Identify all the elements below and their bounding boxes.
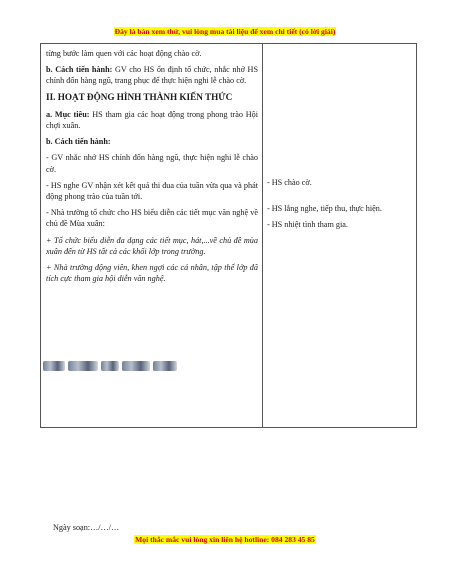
step-performance: - Nhà trường tổ chức cho HS biểu diễn các tiết mục văn nghệ về chủ đề Mùa xuân: [46, 208, 258, 229]
paragraph-intro: từng bước làm quen với các hoạt động chào cờ. [46, 49, 202, 58]
objective-label: a. Mục tiêu: [46, 109, 90, 119]
student-listen: - HS lắng nghe, tiếp thu, thực hiện. [267, 204, 382, 214]
image-fragment [101, 361, 119, 371]
bullet-encouragement: + Nhà trường động viên, khen ngợi các cá nhân, tập thể lớp đã tích cực tham gia hội diễn văn nghệ. [46, 263, 258, 284]
procedure-text: GV cho HS ổn định tổ chức, nhắc nhở HS chỉnh đốn hàng ngũ, trang phục để thực hiện nghi lễ chào cờ. [46, 65, 258, 86]
step-ceremony: - GV nhắc nhở HS chỉnh đốn hàng ngũ, thực hiện nghi lễ chào cờ. [46, 153, 258, 174]
student-activity-column [267, 177, 415, 246]
column-divider [262, 44, 263, 427]
step-review: - HS nghe GV nhận xét kết quả thi đua của tuần vừa qua và phát động phong trào của tuần tới. [46, 180, 258, 202]
paragraph-procedure [46, 64, 258, 86]
image-fragment [122, 361, 150, 371]
section-heading: II. HOẠT ĐỘNG HÌNH THÀNH KIẾN THỨC [46, 91, 233, 102]
preview-banner [0, 27, 450, 37]
procedure-label: b. Cách tiến hành: [46, 65, 113, 75]
student-salute: - HS chào cờ. [267, 178, 312, 187]
blurred-image-strip [43, 360, 178, 372]
hotline-banner [0, 535, 450, 545]
hotline-banner-text: Mọi thắc mắc vui lòng xin liên hệ hotline: 084 283 45 85 [135, 535, 315, 544]
preview-banner-text: Đây là bản xem thử, vui lòng mua tài liệu để xem chi tiết (có lời giải) [114, 27, 336, 36]
objective-text: HS tham gia các hoạt động trong phong trào Hội chợi xuân. [46, 109, 258, 131]
student-participate: - HS nhiệt tình tham gia. [267, 220, 348, 230]
procedure-label-2: b. Cách tiến hành: [46, 137, 111, 147]
teacher-activity-column [46, 48, 258, 289]
paragraph-objective [46, 109, 258, 131]
bullet-performances: + Tổ chức biểu diễn đa dạng các tiết mục, hát,...về chủ đề mùa xuân đến từ HS tất cả các khối lớp trong trường. [46, 235, 258, 256]
image-fragment [153, 361, 177, 371]
preparation-date: Ngày soạn:…/…/… [53, 523, 120, 532]
image-fragment [43, 361, 65, 371]
image-fragment [68, 361, 98, 371]
